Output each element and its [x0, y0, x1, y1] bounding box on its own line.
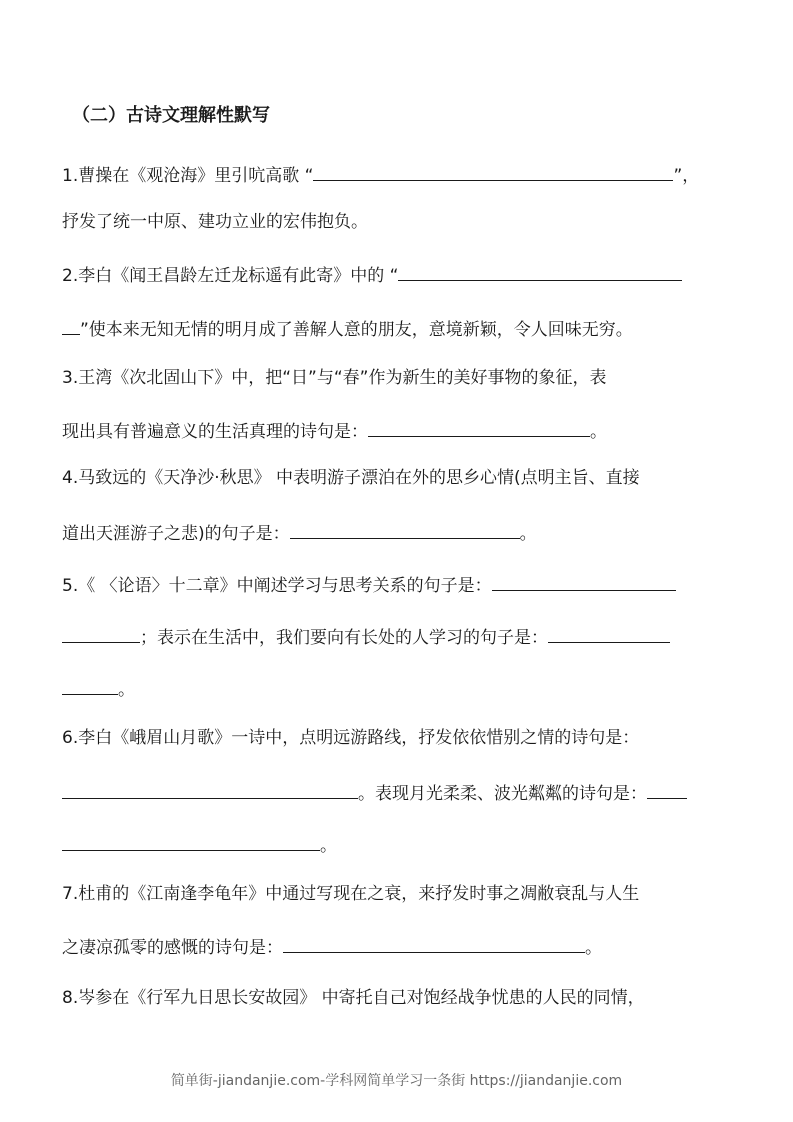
question-4-line-2: [62, 518, 742, 546]
answer-blank-2-cont[interactable]: [62, 314, 80, 335]
question-2-line-2: [62, 314, 742, 342]
question-5-text: 5.《 〈论语〉十二章》中阐述学习与思考关系的句子是：: [62, 576, 492, 596]
answer-blank-5b-cont[interactable]: [62, 674, 118, 695]
question-3-line-1: 3.王湾《次北固山下》中，把“日”与“春”作为新生的美好事物的象征，表: [62, 368, 607, 388]
question-3-text-end: 。: [590, 422, 607, 442]
question-1-text-end: ”，: [673, 166, 700, 186]
question-2-text: 2.李白《闻王昌龄左迁龙标遥有此寄》中的 “: [62, 266, 399, 286]
answer-blank-7[interactable]: [283, 932, 585, 953]
question-5-line-3: [62, 674, 742, 702]
question-7-text-end: 。: [585, 938, 602, 958]
answer-blank-3[interactable]: [368, 416, 590, 437]
question-2-line-1: [62, 260, 742, 288]
answer-blank-2[interactable]: [398, 260, 682, 281]
answer-blank-5a[interactable]: [492, 570, 676, 591]
answer-blank-4[interactable]: [290, 518, 520, 539]
question-5-line-1: [62, 570, 742, 598]
question-7-line-2: [62, 932, 742, 960]
question-4-line-1: 4.马致远的《天净沙·秋思》 中表明游子漂泊在外的思乡心情(点明主旨、直接: [62, 468, 640, 488]
answer-blank-6b[interactable]: [647, 778, 687, 799]
question-4-text: 道出天涯游子之悲)的句子是：: [62, 524, 290, 544]
section-title: （二）古诗文理解性默写: [72, 105, 270, 126]
question-3-text: 现出具有普遍意义的生活真理的诗句是：: [62, 422, 368, 442]
question-6-line-3: [62, 830, 742, 858]
question-2-text-end: ”使本来无知无情的明月成了善解人意的朋友，意境新颖，令人回味无穷。: [80, 320, 633, 340]
question-6-text-end: 。: [320, 836, 337, 856]
answer-blank-6b-cont[interactable]: [62, 830, 320, 851]
answer-blank-5a-cont[interactable]: [62, 622, 140, 643]
answer-blank-5b[interactable]: [548, 622, 670, 643]
question-6-line-1: 6.李白《峨眉山月歌》一诗中，点明远游路线，抒发依依惜别之情的诗句是：: [62, 728, 640, 748]
question-5-text-end: 。: [118, 680, 135, 700]
question-3-line-2: [62, 416, 742, 444]
answer-blank-6a[interactable]: [62, 778, 358, 799]
question-5-text-mid: ；表示在生活中，我们要向有长处的人学习的句子是：: [140, 628, 548, 648]
answer-blank-1[interactable]: [313, 160, 673, 181]
question-5-line-2: [62, 622, 742, 650]
question-1-line-1: [62, 160, 742, 188]
question-1-line-2: 抒发了统一中原、建功立业的宏伟抱负。: [62, 212, 368, 232]
page-footer: 简单街-jiandanjie.com-学科网简单学习一条街 https://jiandanjie.com: [170, 1073, 623, 1089]
question-8-line-1: 8.岑参在《行军九日思长安故园》 中寄托自己对饱经战争忧患的人民的同情，: [62, 988, 645, 1008]
question-1-text: 1.曹操在《观沧海》里引吭高歌 “: [62, 166, 314, 186]
question-6-text-mid: 。表现月光柔柔、波光粼粼的诗句是：: [358, 784, 647, 804]
question-4-text-end: 。: [519, 524, 537, 544]
question-7-line-1: 7.杜甫的《江南逢李龟年》中通过写现在之衰，来抒发时事之凋敝衰乱与人生: [62, 884, 640, 904]
question-7-text: 之凄凉孤零的感慨的诗句是：: [62, 938, 283, 958]
question-6-line-2: [62, 778, 742, 806]
